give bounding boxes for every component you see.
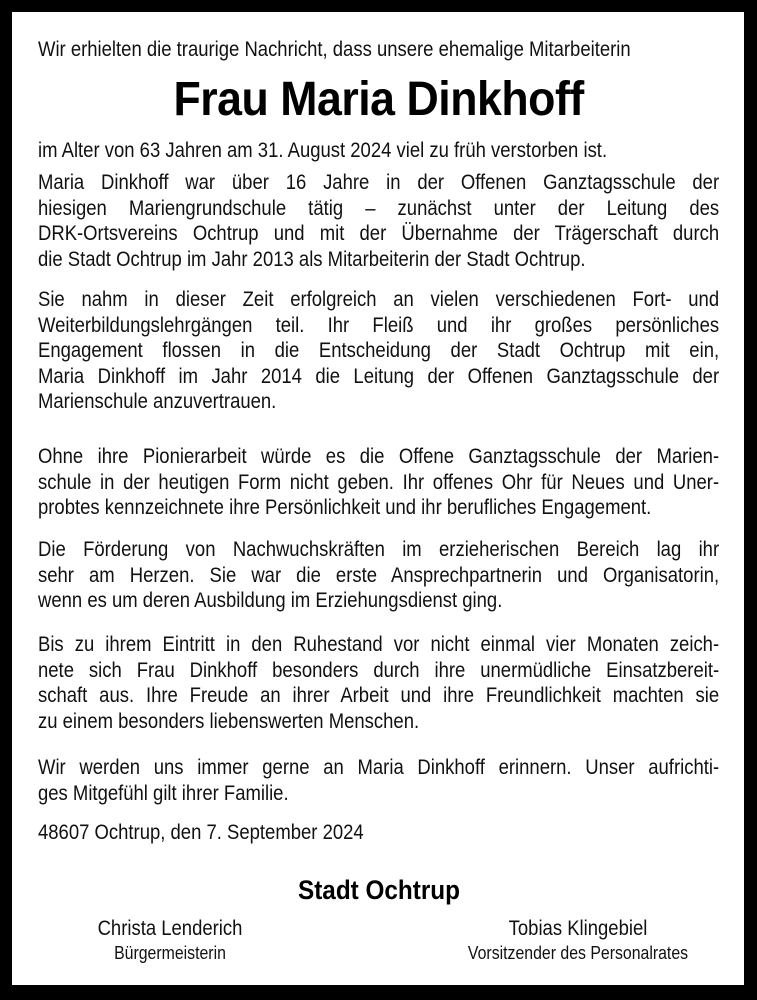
text-line: sehr am Herzen. Sie war die erste Ansprechpartnerin und Organisatorin,: [38, 563, 720, 587]
text-line: schaft aus. Ihre Freude an ihrer Arbeit und ihre Freundlichkeit machten sie: [38, 684, 720, 708]
paragraph-retirement: [38, 632, 719, 734]
organization-heading: [0, 874, 757, 906]
text-line: schule in der heutigen Form nicht geben. Ihr offenes Ohr für Neues und Uner-: [38, 470, 720, 494]
text-line: wenn es um deren Ausbildung im Erziehungsdienst ging.: [38, 589, 503, 613]
text-line: Marienschule anzuvertrauen.: [38, 390, 277, 414]
text-line: die Stadt Ochtrup im Jahr 2013 als Mitarbeiterin der Stadt Ochtrup.: [38, 247, 586, 271]
place-date-line: [38, 820, 719, 846]
paragraph-mentoring: [38, 537, 719, 614]
organization-name: Stadt Ochtrup: [297, 875, 460, 905]
place-date: 48607 Ochtrup, den 7. September 2024: [38, 821, 364, 844]
signatory-mayor: [20, 916, 320, 965]
text-line: zu einem besonders liebenswerten Menschen.: [38, 709, 420, 733]
text-line: Die Förderung von Nachwuchskräften im erzieherischen Bereich lag ihr: [38, 538, 720, 561]
text-line: Weiterbildungslehrgängen teil. Ihr Fleiß und ihr großes persönliches: [38, 313, 720, 337]
signatory-name: Christa Lenderich: [97, 917, 243, 940]
paragraph-career: [38, 170, 719, 272]
intro-text: Wir erhielten die traurige Nachricht, dass unsere ehemalige Mitarbeiterin: [38, 38, 631, 61]
deceased-name: Frau Maria Dinkhoff: [173, 73, 584, 126]
text-line: Wir werden uns immer gerne an Maria Dinkhoff erinnern. Unser aufrichti-: [38, 756, 720, 779]
text-line: Engagement flossen in die Entscheidung der Stadt Ochtrup mit ein,: [38, 339, 720, 363]
paragraph-condolence: [38, 755, 719, 806]
text-line: Maria Dinkhoff im Jahr 2014 die Leitung der Offenen Ganztagsschule der: [38, 364, 720, 388]
signatory-role: Vorsitzender des Personalrates: [467, 943, 689, 963]
age-text: im Alter von 63 Jahren am 31. August 2024 viel zu früh verstorben ist.: [38, 139, 608, 162]
text-line: Sie nahm in dieser Zeit erfolgreich an vielen verschiedenen Fort- und: [38, 288, 720, 311]
deceased-name-heading: [0, 74, 757, 126]
signatory-staff-council: [428, 916, 728, 965]
text-line: hiesigen Mariengrundschule tätig – zunächst unter der Leitung des: [38, 196, 720, 220]
text-line: Maria Dinkhoff war über 16 Jahre in der Offenen Ganztagsschule der: [38, 171, 720, 194]
text-line: Bis zu ihrem Eintritt in den Ruhestand vor nicht einmal vier Monaten zeich-: [38, 633, 720, 656]
signatory-role: Bürgermeisterin: [114, 943, 226, 963]
signatory-name: Tobias Klingebiel: [508, 917, 648, 940]
age-line: [38, 138, 719, 164]
text-line: nete sich Frau Dinkhoff besonders durch ihre unermüdliche Einsatzbereit-: [38, 658, 720, 682]
text-line: DRK-Ortsvereins Ochtrup und mit der Übernahme der Trägerschaft durch: [38, 222, 720, 246]
paragraph-pioneer: [38, 444, 719, 521]
text-line: probtes kennzeichnete ihre Persönlichkeit und ihr berufliches Engagement.: [38, 496, 652, 520]
paragraph-training: [38, 287, 719, 415]
text-line: ges Mitgefühl gilt ihrer Familie.: [38, 781, 289, 805]
text-line: Ohne ihre Pionierarbeit würde es die Offene Ganztagsschule der Marien-: [38, 445, 720, 468]
intro-line: [38, 37, 719, 63]
